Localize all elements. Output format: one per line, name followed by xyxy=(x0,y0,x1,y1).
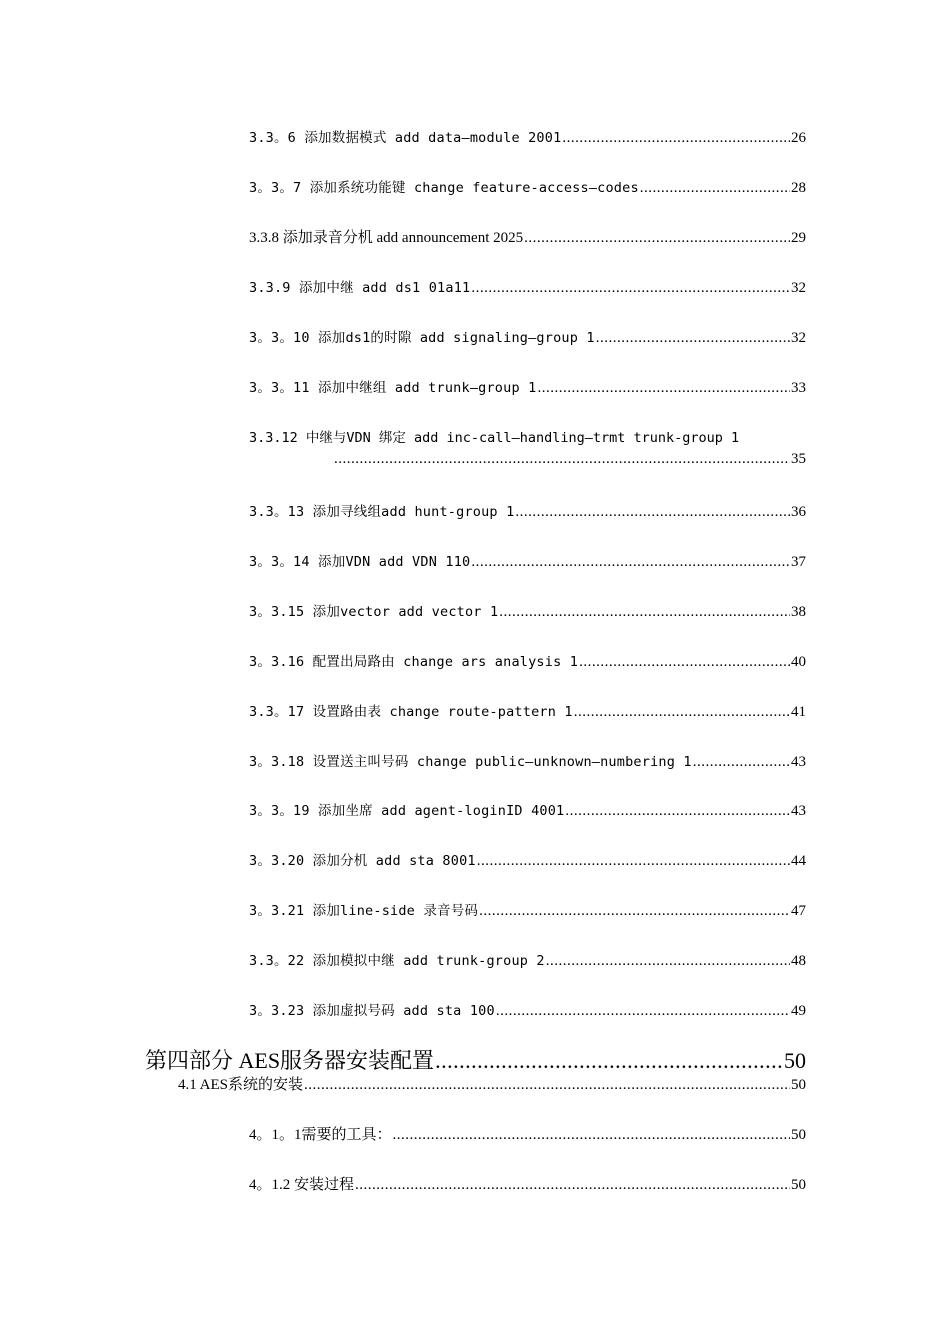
dot-leader xyxy=(640,180,790,197)
toc-page-number: 47 xyxy=(791,903,806,919)
toc-entry-3-3-14[interactable] xyxy=(249,550,806,570)
toc-entry-3-3-10[interactable] xyxy=(249,326,806,346)
dot-leader xyxy=(579,654,790,671)
toc-entry-label: 4。1。1需要的工具： xyxy=(249,1127,392,1143)
toc-entry-3-3-6[interactable] xyxy=(249,126,806,146)
toc-page-number: 32 xyxy=(791,280,806,296)
dot-leader xyxy=(471,554,790,571)
dot-leader xyxy=(355,1177,790,1194)
toc-entry-3-3-19[interactable] xyxy=(249,799,806,819)
toc-part-label: 第四部分 AES服务器安装配置 xyxy=(145,1048,435,1073)
dot-leader xyxy=(471,280,790,297)
dot-leader xyxy=(537,380,790,397)
toc-entry-label: 3。3.20 添加分机 add sta 8001 xyxy=(249,853,476,869)
toc-entry-label: 3。3.21 添加line-side 录音号码 xyxy=(249,903,479,919)
toc-page-number: 36 xyxy=(791,504,806,520)
toc-entry-3-3-20[interactable] xyxy=(249,849,806,869)
toc-entry-3-3-18[interactable] xyxy=(249,750,806,770)
toc-entry-label: 3。3.15 添加vector add vector 1 xyxy=(249,604,499,620)
dot-leader xyxy=(515,504,790,521)
toc-page-number: 50 xyxy=(791,1127,806,1143)
toc-page-number: 37 xyxy=(791,554,806,570)
dot-leader xyxy=(546,953,790,970)
dot-leader xyxy=(562,130,790,147)
toc-page-number: 50 xyxy=(791,1177,806,1193)
toc-part-4[interactable] xyxy=(145,1044,806,1072)
dot-leader xyxy=(435,1048,783,1074)
toc-entry-label: 3.3。17 设置路由表 change route-pattern 1 xyxy=(249,704,573,720)
toc-entry-label: 3.3。22 添加模拟中继 add trunk-group 2 xyxy=(249,953,545,969)
dot-leader xyxy=(693,754,790,771)
toc-entry-3-3-21[interactable] xyxy=(249,899,806,919)
toc-entry-3-3-17[interactable] xyxy=(249,700,806,720)
dot-leader xyxy=(565,803,790,820)
toc-page-number: 50 xyxy=(791,1077,806,1093)
toc-entry-label: 3.3.8 添加录音分机 add announcement 2025 xyxy=(249,230,524,246)
toc-page-number: 35 xyxy=(791,451,806,467)
toc-section-label: 4.1 AES系统的安装 xyxy=(178,1077,304,1093)
toc-entry-label: 3.3。13 添加寻线组add hunt-group 1 xyxy=(249,504,515,520)
toc-entry-label: 3。3.23 添加虚拟号码 add sta 100 xyxy=(249,1003,495,1019)
toc-entry-label: 3。3。19 添加坐席 add agent-loginID 4001 xyxy=(249,803,565,819)
toc-entry-3-3-9[interactable] xyxy=(249,276,806,296)
toc-page-number: 32 xyxy=(791,330,806,346)
toc-entry-label: 3。3。14 添加VDN add VDN 110 xyxy=(249,554,471,570)
toc-page-number: 49 xyxy=(791,1003,806,1019)
dot-leader xyxy=(393,1127,790,1144)
toc-section-4-1[interactable] xyxy=(178,1073,806,1093)
toc-entry-label: 3。3。10 添加ds1的时隙 add signaling—group 1 xyxy=(249,330,595,346)
toc-page-number: 48 xyxy=(791,953,806,969)
dot-leader xyxy=(596,330,790,347)
toc-page-number: 44 xyxy=(791,853,806,869)
toc-entry-label: 3.3.9 添加中继 add ds1 01a11 xyxy=(249,280,471,296)
toc-entry-label: 3。3.18 设置送主叫号码 change public—unknown—numbering 1 xyxy=(249,754,692,770)
dot-leader xyxy=(499,604,790,621)
toc-entry-3-3-13[interactable] xyxy=(249,500,806,520)
dot-leader xyxy=(334,451,790,468)
toc-entry-4-1-1[interactable] xyxy=(249,1123,806,1143)
toc-entry-label: 4。1.2 安装过程 xyxy=(249,1177,355,1193)
toc-page-number: 33 xyxy=(791,380,806,396)
dot-leader xyxy=(574,704,790,721)
toc-page-number: 40 xyxy=(791,654,806,670)
dot-leader xyxy=(479,903,790,920)
dot-leader xyxy=(304,1077,790,1094)
toc-page-number: 43 xyxy=(791,754,806,770)
toc-page-number: 28 xyxy=(791,180,806,196)
toc-page-number: 41 xyxy=(791,704,806,720)
toc-entry-3-3-7[interactable] xyxy=(249,176,806,196)
toc-page-number: 50 xyxy=(784,1048,806,1073)
toc-entry-3-3-12-label: 3.3.12 中继与VDN 绑定 add inc-call—handling—trmt trunk-group 1 xyxy=(249,430,740,446)
toc-entry-3-3-16[interactable] xyxy=(249,650,806,670)
toc-entry-label: 3。3.16 配置出局路由 change ars analysis 1 xyxy=(249,654,579,670)
dot-leader xyxy=(524,230,790,247)
toc-entry-4-1-2[interactable] xyxy=(249,1173,806,1193)
toc-entry-3-3-23[interactable] xyxy=(249,999,806,1019)
dot-leader xyxy=(477,853,790,870)
toc-entry-label: 3.3。6 添加数据模式 add data—module 2001 xyxy=(249,130,562,146)
toc-page-number: 38 xyxy=(791,604,806,620)
toc-entry-label: 3。3。11 添加中继组 add trunk—group 1 xyxy=(249,380,537,396)
toc-entry-label: 3。3。7 添加系统功能键 change feature-access—codes xyxy=(249,180,639,196)
toc-page-number: 29 xyxy=(791,230,806,246)
toc-entry-3-3-8[interactable] xyxy=(249,226,806,246)
dot-leader xyxy=(496,1003,790,1020)
toc-page-number: 43 xyxy=(791,803,806,819)
toc-entry-3-3-11[interactable] xyxy=(249,376,806,396)
toc-entry-3-3-12[interactable] xyxy=(333,451,806,471)
toc-entry-3-3-22[interactable] xyxy=(249,949,806,969)
toc-entry-3-3-15[interactable] xyxy=(249,600,806,620)
toc-page-number: 26 xyxy=(791,130,806,146)
